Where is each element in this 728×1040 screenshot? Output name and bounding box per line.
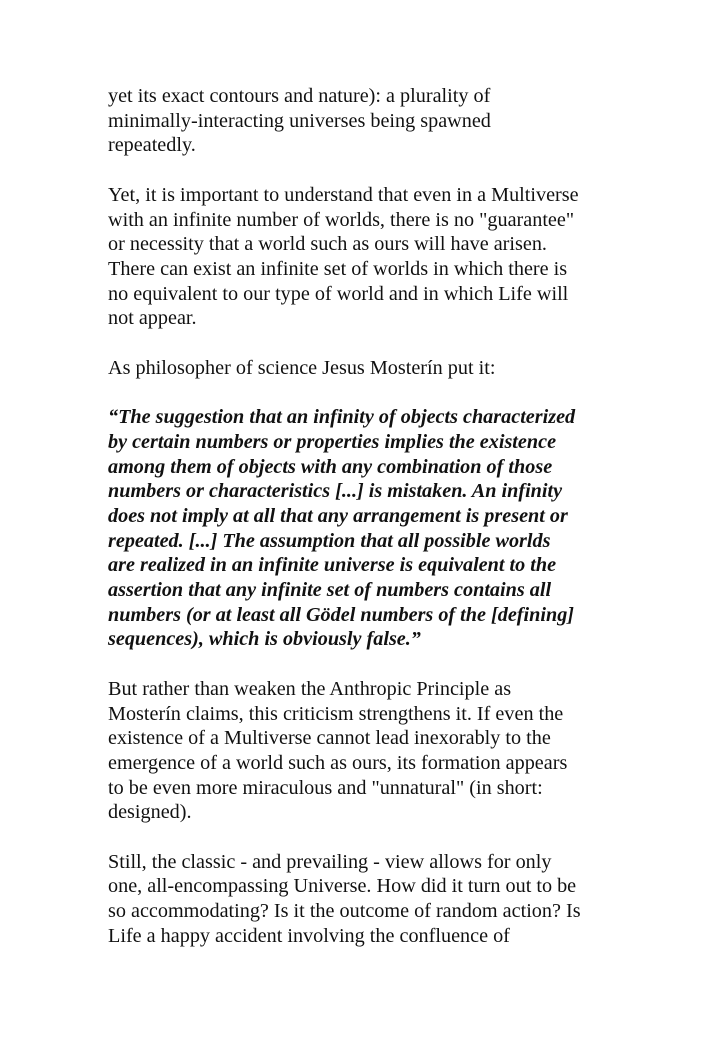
paragraph-classic-view: Still, the classic - and prevailing - view allows for only one, all-encompassing Universe. How did it turn out to be so accommodating? Is it the outcome of random action? Is Life a happy accident involving the confluence of — [108, 850, 581, 947]
paragraph-anthropic: But rather than weaken the Anthropic Principle as Mosterín claims, this criticism strengthens it. If even the existence of a Multiverse cannot lead inexorably to the emergence of a world such as ours, its formation appears to be even more miraculous and "unnatural" (in short: designed). — [108, 677, 568, 824]
paragraph-continuation: yet its exact contours and nature): a plurality of minimally-interacting universes being spawned repeatedly. — [108, 85, 491, 157]
block-quote: “The suggestion that an infinity of objects characterized by certain numbers or properties implies the existence among them of objects with any combination of those numbers or characteristics [...] is mistaken. An infinity does not imply at all that any arrangement is present or repeated. [...] The assumption that all possible worlds are realized in an infinite universe is equivalent to the assertion that any infinite set of numbers contains all numbers (or at least all Gödel numbers of the [defining] sequences), which is obviously false.” — [108, 406, 576, 651]
paragraph-quote-intro: As philosopher of science Jesus Mosterín put it: — [108, 356, 496, 379]
paragraph-multiverse: Yet, it is important to understand that even in a Multiverse with an infinite number of worlds, there is no "guarantee" or necessity that a world such as ours will have arisen. There can exist an infinite set of worlds in which there is no equivalent to our type of world and in which Life will not appear. — [108, 183, 579, 330]
document-page — [108, 84, 628, 973]
